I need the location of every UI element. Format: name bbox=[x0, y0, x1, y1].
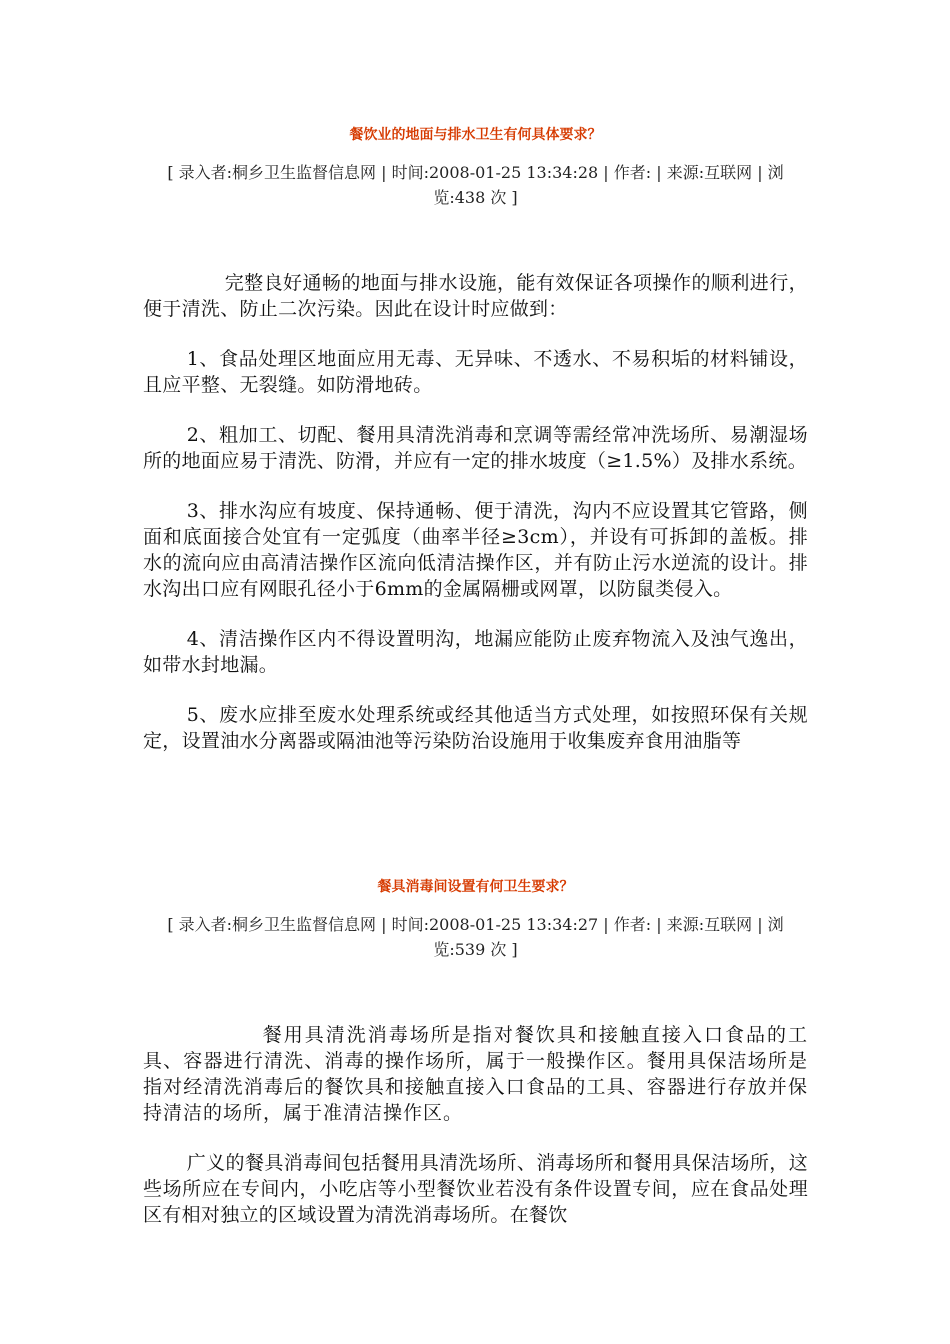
article-floor-drainage bbox=[143, 125, 808, 778]
paragraph: 完整良好通畅的地面与排水设施，能有效保证各项操作的顺利进行，便于清洗、防止二次污染。因此在设计时应做到： bbox=[143, 272, 808, 320]
paragraph: 1、食品处理区地面应用无毒、无异味、不透水、不易积垢的材料铺设，且应平整、无裂缝。如防滑地砖。 bbox=[143, 348, 808, 396]
article-title: 餐具消毒间设置有何卫生要求？ bbox=[377, 879, 574, 895]
paragraph: 3、排水沟应有坡度、保持通畅、便于清洗，沟内不应设置其它管路，侧面和底面接合处宜有一定弧度（曲率半径≥3cm），并设有可拆卸的盖板。排水的流向应由高清洁操作区流向低清洁操作区，并有防止污水逆流的设计。排水沟出口应有网眼孔径小于6mm的金属隔栅或网罩，以防鼠类侵入。 bbox=[143, 500, 808, 600]
article-meta: [ 录入者:桐乡卫生监督信息网 | 时间:2008-01-25 13:34:28 | 作者: | 来源:互联网 | 浏览:438 次 ] bbox=[167, 163, 784, 207]
article-body bbox=[143, 1022, 808, 1228]
article-body bbox=[143, 270, 808, 754]
paragraph: 2、粗加工、切配、餐用具清洗消毒和烹调等需经常冲洗场所、易潮湿场所的地面应易于清洗、防滑，并应有一定的排水坡度（≥1.5%）及排水系统。 bbox=[143, 424, 808, 472]
article-disinfection-room bbox=[143, 877, 808, 1252]
paragraph: 餐用具清洗消毒场所是指对餐饮具和接触直接入口食品的工具、容器进行清洗、消毒的操作场所，属于一般操作区。餐用具保洁场所是指对经清洗消毒后的餐饮具和接触直接入口食品的工具、容器进行存放并保持清洁的场所，属于准清洁操作区。 bbox=[143, 1024, 808, 1124]
paragraph: 4、清洁操作区内不得设置明沟，地漏应能防止废弃物流入及浊气逸出，如带水封地漏。 bbox=[143, 628, 808, 676]
paragraph: 广义的餐具消毒间包括餐用具清洗场所、消毒场所和餐用具保洁场所，这些场所应在专间内，小吃店等小型餐饮业若没有条件设置专间，应在食品处理区有相对独立的区域设置为清洗消毒场所。在餐饮 bbox=[143, 1152, 808, 1226]
article-meta: [ 录入者:桐乡卫生监督信息网 | 时间:2008-01-25 13:34:27 | 作者: | 来源:互联网 | 浏览:539 次 ] bbox=[167, 915, 784, 959]
article-title: 餐饮业的地面与排水卫生有何具体要求？ bbox=[349, 127, 602, 143]
paragraph: 5、废水应排至废水处理系统或经其他适当方式处理，如按照环保有关规定，设置油水分离器或隔油池等污染防治设施用于收集废弃食用油脂等 bbox=[143, 704, 808, 752]
